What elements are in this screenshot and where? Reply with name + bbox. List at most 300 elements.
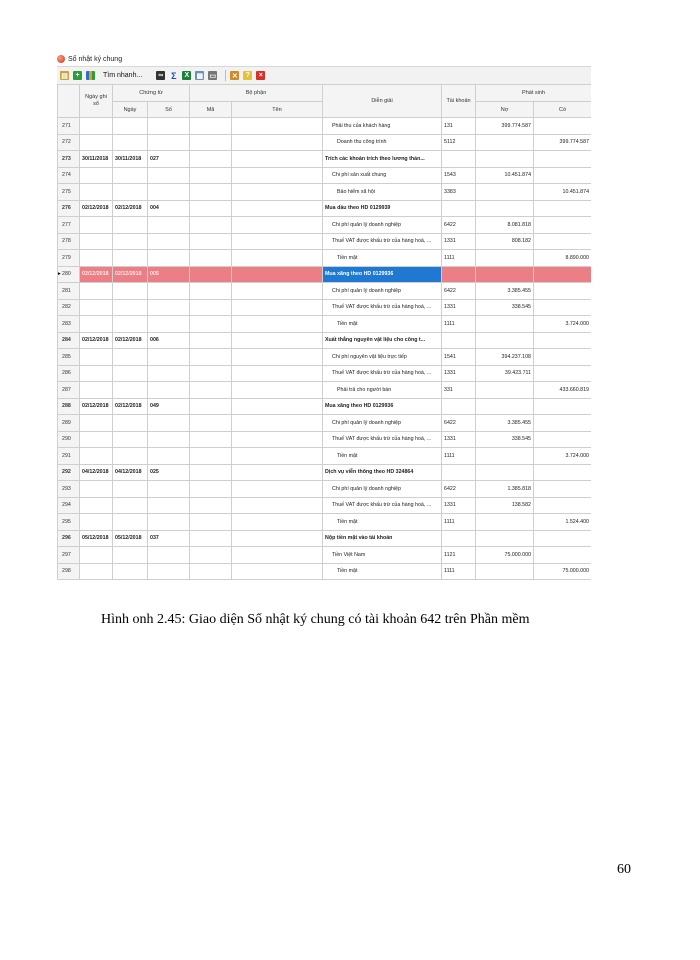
table-row[interactable] bbox=[58, 200, 592, 217]
row-number[interactable]: 294 bbox=[58, 497, 80, 514]
cell-dien-giai[interactable]: Tiền mặt bbox=[323, 563, 442, 580]
cell-co[interactable]: 75.000.000 bbox=[534, 563, 591, 580]
row-number[interactable]: 276 bbox=[58, 200, 80, 217]
table-row[interactable] bbox=[58, 167, 592, 184]
cell-co[interactable] bbox=[534, 118, 591, 135]
cell-ma[interactable] bbox=[190, 233, 232, 250]
row-number[interactable]: 271 bbox=[58, 118, 80, 135]
excel-icon[interactable]: X bbox=[182, 71, 191, 80]
header-so[interactable]: Số bbox=[148, 102, 190, 118]
cell-co[interactable] bbox=[534, 530, 591, 547]
cell-ten[interactable] bbox=[232, 530, 323, 547]
cell-ten[interactable] bbox=[232, 365, 323, 382]
cell-ma[interactable] bbox=[190, 283, 232, 300]
row-number[interactable]: 273 bbox=[58, 151, 80, 168]
cell-so[interactable] bbox=[148, 415, 190, 432]
cell-so[interactable] bbox=[148, 349, 190, 366]
cell-ngay[interactable] bbox=[113, 349, 148, 366]
table-row[interactable] bbox=[58, 151, 592, 168]
cell-co[interactable] bbox=[534, 365, 591, 382]
cell-ma[interactable] bbox=[190, 151, 232, 168]
binoculars-icon[interactable]: ∞ bbox=[158, 72, 164, 79]
cell-so[interactable]: 049 bbox=[148, 398, 190, 415]
cell-co[interactable]: 3.724.000 bbox=[534, 448, 591, 465]
cell-no[interactable]: 338.545 bbox=[476, 431, 534, 448]
cell-ma[interactable] bbox=[190, 184, 232, 201]
cell-ngay[interactable]: 30/11/2018 bbox=[113, 151, 148, 168]
row-number[interactable]: 278 bbox=[58, 233, 80, 250]
cell-co[interactable]: 10.451.874 bbox=[534, 184, 591, 201]
cell-no[interactable] bbox=[476, 382, 534, 399]
cell-so[interactable]: 005 bbox=[148, 266, 190, 283]
table-row[interactable] bbox=[58, 283, 592, 300]
cell-tk[interactable]: 1111 bbox=[442, 563, 476, 580]
cell-dien-giai[interactable]: Trích các khoản trích theo lương thán... bbox=[323, 151, 442, 168]
row-number[interactable]: 290 bbox=[58, 431, 80, 448]
table-row[interactable] bbox=[58, 233, 592, 250]
cell-ma[interactable] bbox=[190, 217, 232, 234]
cell-so[interactable] bbox=[148, 316, 190, 333]
cell-ten[interactable] bbox=[232, 233, 323, 250]
table-row[interactable] bbox=[58, 184, 592, 201]
row-number[interactable]: 288 bbox=[58, 398, 80, 415]
row-number[interactable]: ▸ 280 bbox=[58, 266, 80, 283]
table-row[interactable] bbox=[58, 382, 592, 399]
cell-ma[interactable] bbox=[190, 415, 232, 432]
table-row[interactable] bbox=[58, 547, 592, 564]
row-number[interactable]: 298 bbox=[58, 563, 80, 580]
cell-tk[interactable]: 1543 bbox=[442, 167, 476, 184]
row-number[interactable]: 283 bbox=[58, 316, 80, 333]
table-row[interactable] bbox=[58, 118, 592, 135]
cell-no[interactable] bbox=[476, 530, 534, 547]
cell-ten[interactable] bbox=[232, 283, 323, 300]
cell-ten[interactable] bbox=[232, 464, 323, 481]
cell-co[interactable] bbox=[534, 151, 591, 168]
cell-ngay[interactable]: 02/12/2018 bbox=[113, 200, 148, 217]
cell-dien-giai[interactable]: Mua xăng theo HD 0129936 bbox=[323, 398, 442, 415]
row-number[interactable]: 297 bbox=[58, 547, 80, 564]
cell-ten[interactable] bbox=[232, 497, 323, 514]
cell-no[interactable] bbox=[476, 250, 534, 267]
cell-so[interactable] bbox=[148, 547, 190, 564]
cell-ten[interactable] bbox=[232, 349, 323, 366]
table-row[interactable] bbox=[58, 217, 592, 234]
table-row[interactable] bbox=[58, 415, 592, 432]
cell-ngay-ghi-so[interactable] bbox=[80, 481, 113, 498]
cell-ngay-ghi-so[interactable] bbox=[80, 184, 113, 201]
cell-ngay[interactable] bbox=[113, 283, 148, 300]
cell-ten[interactable] bbox=[232, 514, 323, 531]
cell-co[interactable] bbox=[534, 497, 591, 514]
cell-no[interactable]: 338.545 bbox=[476, 299, 534, 316]
cell-ma[interactable] bbox=[190, 514, 232, 531]
cell-co[interactable] bbox=[534, 233, 591, 250]
cell-ma[interactable] bbox=[190, 299, 232, 316]
cell-ngay[interactable] bbox=[113, 382, 148, 399]
cell-co[interactable] bbox=[534, 283, 591, 300]
cell-dien-giai[interactable]: Thuế VAT được khấu trừ của hàng hoá, ... bbox=[323, 497, 442, 514]
cell-ma[interactable] bbox=[190, 382, 232, 399]
cell-no[interactable] bbox=[476, 448, 534, 465]
header-ma[interactable]: Mã bbox=[190, 102, 232, 118]
cell-tk[interactable]: 6422 bbox=[442, 481, 476, 498]
row-number[interactable]: 285 bbox=[58, 349, 80, 366]
cell-dien-giai[interactable]: Bảo hiểm xã hội bbox=[323, 184, 442, 201]
cell-tk[interactable]: 1541 bbox=[442, 349, 476, 366]
cell-co[interactable] bbox=[534, 332, 591, 349]
cell-tk[interactable] bbox=[442, 151, 476, 168]
cell-ma[interactable] bbox=[190, 497, 232, 514]
cell-ten[interactable] bbox=[232, 134, 323, 151]
cell-dien-giai[interactable]: Chi phí nguyên vật liệu trực tiếp bbox=[323, 349, 442, 366]
cell-no[interactable] bbox=[476, 184, 534, 201]
cell-ten[interactable] bbox=[232, 167, 323, 184]
sigma-icon[interactable]: Σ bbox=[171, 70, 177, 81]
row-number[interactable]: 286 bbox=[58, 365, 80, 382]
cell-ngay[interactable]: 05/12/2018 bbox=[113, 530, 148, 547]
close-icon[interactable]: × bbox=[256, 71, 265, 80]
cell-ma[interactable] bbox=[190, 398, 232, 415]
cell-ngay[interactable] bbox=[113, 431, 148, 448]
cell-so[interactable] bbox=[148, 431, 190, 448]
cell-no[interactable]: 394.237.108 bbox=[476, 349, 534, 366]
row-number[interactable]: 293 bbox=[58, 481, 80, 498]
cell-ma[interactable] bbox=[190, 349, 232, 366]
cell-ngay-ghi-so[interactable] bbox=[80, 448, 113, 465]
cell-co[interactable] bbox=[534, 299, 591, 316]
cell-ten[interactable] bbox=[232, 266, 323, 283]
cell-no[interactable] bbox=[476, 464, 534, 481]
cell-no[interactable]: 808.182 bbox=[476, 233, 534, 250]
cell-ngay[interactable] bbox=[113, 217, 148, 234]
cell-dien-giai[interactable]: Thuế VAT được khấu trừ của hàng hoá, ... bbox=[323, 431, 442, 448]
cell-no[interactable]: 75.000.000 bbox=[476, 547, 534, 564]
cell-no[interactable] bbox=[476, 151, 534, 168]
table-row[interactable] bbox=[58, 448, 592, 465]
cell-no[interactable]: 3.385.455 bbox=[476, 415, 534, 432]
cell-ngay-ghi-so[interactable] bbox=[80, 233, 113, 250]
cell-ten[interactable] bbox=[232, 316, 323, 333]
header-ngay-ghi-so[interactable]: Ngày ghi sổ bbox=[80, 85, 113, 118]
cell-so[interactable] bbox=[148, 497, 190, 514]
cell-ngay[interactable] bbox=[113, 299, 148, 316]
cell-tk[interactable]: 1331 bbox=[442, 365, 476, 382]
cell-tk[interactable]: 1111 bbox=[442, 448, 476, 465]
table-row[interactable] bbox=[58, 316, 592, 333]
cell-dien-giai[interactable]: Tiền mặt bbox=[323, 514, 442, 531]
cell-ma[interactable] bbox=[190, 431, 232, 448]
cell-no[interactable]: 10.451.874 bbox=[476, 167, 534, 184]
cell-ma[interactable] bbox=[190, 134, 232, 151]
cell-ngay[interactable] bbox=[113, 167, 148, 184]
cell-tk[interactable]: 1111 bbox=[442, 514, 476, 531]
cell-ngay-ghi-so[interactable]: 30/11/2018 bbox=[80, 151, 113, 168]
cell-so[interactable] bbox=[148, 167, 190, 184]
cell-so[interactable]: 037 bbox=[148, 530, 190, 547]
cell-so[interactable] bbox=[148, 184, 190, 201]
cell-dien-giai[interactable]: Chi phí quản lý doanh nghiệp bbox=[323, 415, 442, 432]
cell-co[interactable] bbox=[534, 167, 591, 184]
cell-so[interactable] bbox=[148, 563, 190, 580]
cell-ngay-ghi-so[interactable] bbox=[80, 283, 113, 300]
cell-ten[interactable] bbox=[232, 398, 323, 415]
help-icon[interactable]: ? bbox=[243, 71, 252, 80]
cell-ngay-ghi-so[interactable] bbox=[80, 118, 113, 135]
cell-ma[interactable] bbox=[190, 547, 232, 564]
table-row[interactable] bbox=[58, 497, 592, 514]
cell-so[interactable]: 027 bbox=[148, 151, 190, 168]
cell-tk[interactable]: 1111 bbox=[442, 250, 476, 267]
table-row[interactable] bbox=[58, 266, 592, 283]
cell-no[interactable]: 399.774.587 bbox=[476, 118, 534, 135]
cell-ngay[interactable] bbox=[113, 250, 148, 267]
cell-ngay[interactable] bbox=[113, 233, 148, 250]
cell-ngay[interactable] bbox=[113, 448, 148, 465]
cell-dien-giai[interactable]: Tiền mặt bbox=[323, 250, 442, 267]
cell-ngay-ghi-so[interactable] bbox=[80, 134, 113, 151]
cell-tk[interactable] bbox=[442, 398, 476, 415]
cell-no[interactable] bbox=[476, 514, 534, 531]
cell-no[interactable] bbox=[476, 398, 534, 415]
cell-so[interactable] bbox=[148, 118, 190, 135]
cell-dien-giai[interactable]: Thuế VAT được khấu trừ của hàng hoá, ... bbox=[323, 365, 442, 382]
cell-co[interactable] bbox=[534, 547, 591, 564]
cell-ma[interactable] bbox=[190, 563, 232, 580]
cell-ngay[interactable]: 04/12/2018 bbox=[113, 464, 148, 481]
cell-ngay[interactable] bbox=[113, 514, 148, 531]
cell-no[interactable]: 3.385.455 bbox=[476, 283, 534, 300]
cell-ma[interactable] bbox=[190, 365, 232, 382]
row-number[interactable]: 287 bbox=[58, 382, 80, 399]
cell-so[interactable] bbox=[148, 365, 190, 382]
cell-so[interactable] bbox=[148, 382, 190, 399]
cell-tk[interactable]: 1331 bbox=[442, 431, 476, 448]
header-ten[interactable]: Tên bbox=[232, 102, 323, 118]
header-ngay[interactable]: Ngày bbox=[113, 102, 148, 118]
row-number[interactable]: 291 bbox=[58, 448, 80, 465]
table-row[interactable] bbox=[58, 134, 592, 151]
cell-ten[interactable] bbox=[232, 431, 323, 448]
header-no[interactable]: Nợ bbox=[476, 102, 534, 118]
table-row[interactable] bbox=[58, 563, 592, 580]
cell-so[interactable] bbox=[148, 233, 190, 250]
cell-ten[interactable] bbox=[232, 415, 323, 432]
row-number[interactable]: 295 bbox=[58, 514, 80, 531]
table-row[interactable] bbox=[58, 431, 592, 448]
cell-so[interactable] bbox=[148, 217, 190, 234]
document-icon[interactable]: ▤ bbox=[61, 72, 68, 80]
cell-ten[interactable] bbox=[232, 382, 323, 399]
cell-dien-giai[interactable]: Chi phí sản xuất chung bbox=[323, 167, 442, 184]
cell-so[interactable]: 004 bbox=[148, 200, 190, 217]
cell-ngay[interactable]: 02/12/2018 bbox=[113, 332, 148, 349]
cell-ma[interactable] bbox=[190, 448, 232, 465]
cell-ngay-ghi-so[interactable] bbox=[80, 497, 113, 514]
cell-ngay-ghi-so[interactable] bbox=[80, 316, 113, 333]
cell-dien-giai[interactable]: Chi phí quản lý doanh nghiệp bbox=[323, 481, 442, 498]
table-row[interactable] bbox=[58, 398, 592, 415]
cell-ngay-ghi-so[interactable] bbox=[80, 250, 113, 267]
print-icon[interactable]: ▭ bbox=[209, 72, 217, 80]
cell-co[interactable] bbox=[534, 464, 591, 481]
cell-ngay-ghi-so[interactable] bbox=[80, 415, 113, 432]
cell-ngay-ghi-so[interactable] bbox=[80, 547, 113, 564]
cell-co[interactable] bbox=[534, 398, 591, 415]
cell-so[interactable] bbox=[148, 514, 190, 531]
cell-dien-giai[interactable]: Nộp tiền mặt vào tài khoản bbox=[323, 530, 442, 547]
cell-ma[interactable] bbox=[190, 332, 232, 349]
cell-so[interactable] bbox=[148, 299, 190, 316]
cell-dien-giai[interactable]: Thuế VAT được khấu trừ của hàng hoá, ... bbox=[323, 233, 442, 250]
table-row[interactable] bbox=[58, 481, 592, 498]
cell-ngay-ghi-so[interactable] bbox=[80, 217, 113, 234]
cell-ngay-ghi-so[interactable] bbox=[80, 431, 113, 448]
cell-ten[interactable] bbox=[232, 448, 323, 465]
cell-co[interactable] bbox=[534, 200, 591, 217]
cell-tk[interactable] bbox=[442, 332, 476, 349]
cell-ma[interactable] bbox=[190, 530, 232, 547]
cell-ten[interactable] bbox=[232, 217, 323, 234]
cell-co[interactable] bbox=[534, 266, 591, 283]
cell-ma[interactable] bbox=[190, 118, 232, 135]
table-row[interactable] bbox=[58, 464, 592, 481]
cell-ma[interactable] bbox=[190, 167, 232, 184]
cell-ngay-ghi-so[interactable]: 02/12/2018 bbox=[80, 200, 113, 217]
cell-ngay[interactable] bbox=[113, 563, 148, 580]
cell-co[interactable]: 8.890.000 bbox=[534, 250, 591, 267]
cell-no[interactable]: 8.081.818 bbox=[476, 217, 534, 234]
row-number[interactable]: 279 bbox=[58, 250, 80, 267]
row-number[interactable]: 272 bbox=[58, 134, 80, 151]
cell-so[interactable] bbox=[148, 283, 190, 300]
cell-tk[interactable]: 6422 bbox=[442, 217, 476, 234]
table-row[interactable] bbox=[58, 250, 592, 267]
cell-dien-giai[interactable]: Doanh thu công trình bbox=[323, 134, 442, 151]
row-number[interactable]: 275 bbox=[58, 184, 80, 201]
table-row[interactable] bbox=[58, 332, 592, 349]
cell-ten[interactable] bbox=[232, 184, 323, 201]
table-row[interactable] bbox=[58, 514, 592, 531]
cell-no[interactable] bbox=[476, 316, 534, 333]
cell-ma[interactable] bbox=[190, 464, 232, 481]
cell-so[interactable]: 025 bbox=[148, 464, 190, 481]
cell-ten[interactable] bbox=[232, 332, 323, 349]
cell-ma[interactable] bbox=[190, 481, 232, 498]
cell-so[interactable] bbox=[148, 448, 190, 465]
cell-dien-giai[interactable]: Phải thu của khách hàng bbox=[323, 118, 442, 135]
cell-ngay-ghi-so[interactable]: 05/12/2018 bbox=[80, 530, 113, 547]
cell-no[interactable] bbox=[476, 563, 534, 580]
cell-tk[interactable]: 331 bbox=[442, 382, 476, 399]
cell-ten[interactable] bbox=[232, 299, 323, 316]
cell-ngay[interactable] bbox=[113, 184, 148, 201]
cell-tk[interactable] bbox=[442, 200, 476, 217]
cell-ngay[interactable] bbox=[113, 547, 148, 564]
cell-tk[interactable] bbox=[442, 266, 476, 283]
cell-ma[interactable] bbox=[190, 266, 232, 283]
cell-ma[interactable] bbox=[190, 250, 232, 267]
cell-ngay-ghi-so[interactable] bbox=[80, 514, 113, 531]
cell-ma[interactable] bbox=[190, 316, 232, 333]
cell-co[interactable]: 433.660.819 bbox=[534, 382, 591, 399]
cell-tk[interactable]: 1331 bbox=[442, 233, 476, 250]
cell-ten[interactable] bbox=[232, 481, 323, 498]
cell-ngay-ghi-so[interactable] bbox=[80, 349, 113, 366]
row-number[interactable]: 292 bbox=[58, 464, 80, 481]
table-row[interactable] bbox=[58, 349, 592, 366]
cell-so[interactable] bbox=[148, 481, 190, 498]
cell-ngay[interactable] bbox=[113, 316, 148, 333]
cell-dien-giai[interactable]: Thuế VAT được khấu trừ của hàng hoá, ... bbox=[323, 299, 442, 316]
cell-tk[interactable]: 3383 bbox=[442, 184, 476, 201]
cell-no[interactable]: 138.582 bbox=[476, 497, 534, 514]
cell-co[interactable] bbox=[534, 217, 591, 234]
cell-ngay-ghi-so[interactable]: 02/12/2018 bbox=[80, 398, 113, 415]
cell-dien-giai[interactable]: Dịch vụ viễn thông theo HD 324864 bbox=[323, 464, 442, 481]
cell-no[interactable] bbox=[476, 266, 534, 283]
cell-dien-giai[interactable]: Tiền Việt Nam bbox=[323, 547, 442, 564]
cell-dien-giai[interactable]: Xuất thẳng nguyên vật liệu cho công t... bbox=[323, 332, 442, 349]
cell-ten[interactable] bbox=[232, 118, 323, 135]
cell-tk[interactable]: 1121 bbox=[442, 547, 476, 564]
cell-tk[interactable]: 6422 bbox=[442, 283, 476, 300]
cell-tk[interactable]: 1331 bbox=[442, 299, 476, 316]
row-number[interactable]: 289 bbox=[58, 415, 80, 432]
row-number[interactable]: 274 bbox=[58, 167, 80, 184]
cell-no[interactable] bbox=[476, 332, 534, 349]
tools-icon[interactable]: ✕ bbox=[231, 72, 238, 80]
add-icon[interactable]: + bbox=[73, 71, 82, 80]
cell-ngay[interactable] bbox=[113, 415, 148, 432]
cell-so[interactable] bbox=[148, 134, 190, 151]
cell-tk[interactable]: 5112 bbox=[442, 134, 476, 151]
cell-co[interactable] bbox=[534, 481, 591, 498]
cell-dien-giai[interactable]: Chi phí quản lý doanh nghiệp bbox=[323, 217, 442, 234]
grid-icon[interactable]: ▦ bbox=[196, 72, 204, 80]
cell-ten[interactable] bbox=[232, 563, 323, 580]
cell-ngay-ghi-so[interactable] bbox=[80, 299, 113, 316]
row-number[interactable]: 281 bbox=[58, 283, 80, 300]
cell-ten[interactable] bbox=[232, 250, 323, 267]
header-dien-giai[interactable]: Diễn giải bbox=[323, 85, 442, 118]
cell-ngay[interactable] bbox=[113, 481, 148, 498]
cell-ngay-ghi-so[interactable]: 02/12/2018 bbox=[80, 266, 113, 283]
cell-no[interactable] bbox=[476, 134, 534, 151]
cell-dien-giai[interactable]: Chi phí quản lý doanh nghiệp bbox=[323, 283, 442, 300]
cell-co[interactable]: 1.524.400 bbox=[534, 514, 591, 531]
cell-co[interactable]: 399.774.587 bbox=[534, 134, 591, 151]
cell-dien-giai[interactable]: Tiền mặt bbox=[323, 316, 442, 333]
cell-ma[interactable] bbox=[190, 200, 232, 217]
cell-so[interactable] bbox=[148, 250, 190, 267]
bar-chart-icon[interactable] bbox=[86, 71, 95, 80]
cell-co[interactable]: 3.724.000 bbox=[534, 316, 591, 333]
table-row[interactable] bbox=[58, 299, 592, 316]
row-number[interactable]: 296 bbox=[58, 530, 80, 547]
cell-ten[interactable] bbox=[232, 547, 323, 564]
cell-ngay-ghi-so[interactable] bbox=[80, 365, 113, 382]
cell-ngay-ghi-so[interactable]: 02/12/2018 bbox=[80, 332, 113, 349]
cell-co[interactable] bbox=[534, 431, 591, 448]
cell-no[interactable]: 39.423.711 bbox=[476, 365, 534, 382]
cell-dien-giai[interactable]: Mua dầu theo HD 0129939 bbox=[323, 200, 442, 217]
row-number[interactable]: 282 bbox=[58, 299, 80, 316]
cell-tk[interactable] bbox=[442, 464, 476, 481]
cell-dien-giai[interactable]: Tiền mặt bbox=[323, 448, 442, 465]
header-co[interactable]: Có bbox=[534, 102, 591, 118]
cell-co[interactable] bbox=[534, 415, 591, 432]
